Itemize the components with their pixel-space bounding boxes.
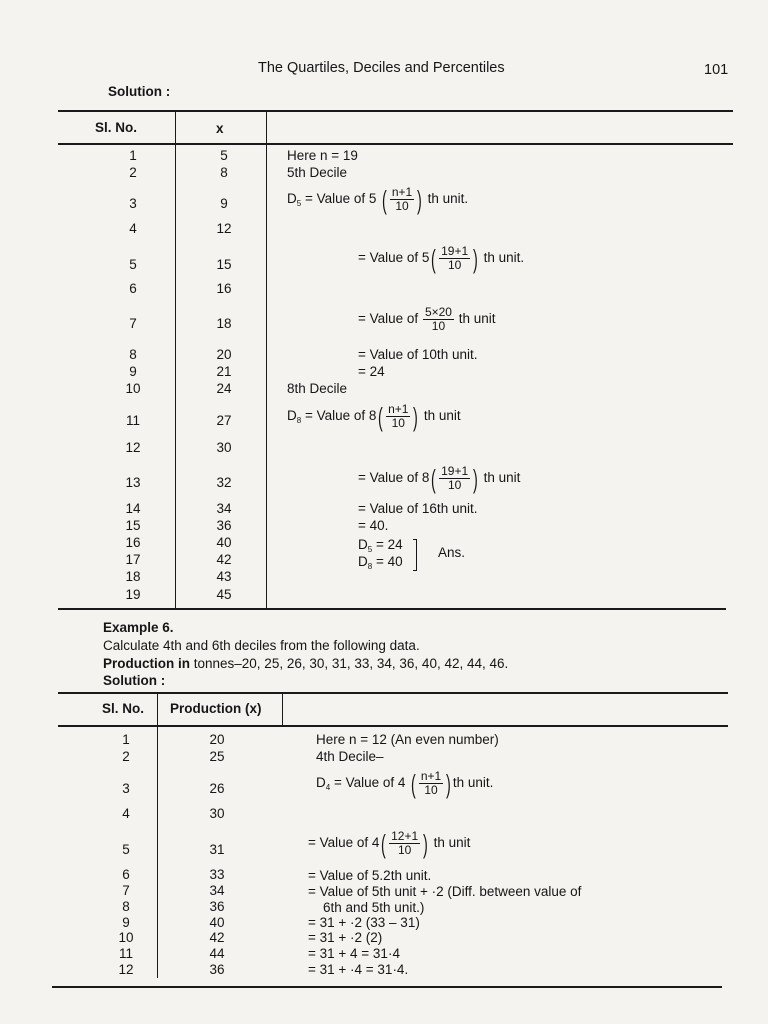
work2-line: = 31 + ·2 (33 – 31) [308,915,420,930]
work1-line: 8th Decile [287,381,348,396]
frac-denominator: 10 [447,258,462,272]
table2-col-divider-2 [282,692,283,726]
table1-x-cell: 34 [216,501,232,516]
table1-col-divider-1 [175,110,176,608]
table2-production-cell: 34 [209,883,225,898]
table2-slno-cell: 7 [122,883,130,898]
table1-x-cell: 32 [216,475,232,490]
work2-line: = 31 + ·4 = 31·4. [308,962,409,977]
table1-slno-cell: 2 [129,165,137,180]
table1-top-rule [58,110,733,112]
table1-slno-cell: 7 [129,316,137,331]
frac-denominator: 10 [431,319,446,333]
table1-x-cell: 18 [216,316,232,331]
frac-denominator: 10 [447,478,462,492]
table1-slno-cell: 9 [129,364,137,379]
table1-x-cell: 5 [220,148,228,163]
d5-subscript: 5 [296,199,302,209]
example-statement: Calculate 4th and 6th deciles from the following data. [103,638,420,653]
work2-line: = 31 + 4 = 31·4 [308,946,400,961]
work1-line: = Value of 16th unit. [358,501,478,516]
work-text: = Value of 4 [308,835,380,851]
table2-slno-cell: 4 [122,806,130,821]
table1-slno-cell: 10 [125,381,141,396]
d5-symbol: D [287,191,297,207]
work2-line: 6th and 5th unit.) [323,900,425,915]
table1-header-rule [58,143,733,145]
table1-slno-cell: 19 [125,587,141,602]
work2-line: = 31 + ·2 (2) [308,930,383,945]
table1-slno-cell: 6 [129,281,137,296]
table2-slno-cell: 8 [122,899,130,914]
answer-label: Ans. [438,545,466,560]
table1-x-cell: 20 [216,347,232,362]
work1-line: = Value of 5( $\frac{19+1}{10}$ ) th unit. [358,243,525,274]
d4-text: = Value of 4 [330,775,406,791]
table1-x-cell: 21 [216,364,232,379]
table1-x-cell: 30 [216,440,232,455]
work2-d4-formula: $D_4$ = Value of 4 ( $\frac{n+1}{10}$ ) th unit. [316,768,494,799]
th-unit: th unit. [452,775,494,791]
frac-denominator: 10 [424,783,438,797]
work1-d8-formula: $D_8$ = Value of 8( $\frac{n+1}{10}$ ) th unit [287,401,461,432]
table1-slno-cell: 13 [125,475,141,490]
table1-slno-cell: 3 [129,196,137,211]
table2-top-rule [58,692,728,694]
table2-col-divider-1 [157,692,158,978]
page-number: 101 [704,62,729,78]
frac-numerator: n+1 [391,185,413,199]
table2-slno-cell: 1 [122,732,130,747]
table1-col-slno: Sl. No. [95,120,138,135]
table1-slno-cell: 14 [125,501,141,516]
table1-slno-cell: 8 [129,347,137,362]
d4-symbol: D [316,775,326,791]
answer-value: = 40 [372,554,403,569]
table1-x-cell: 12 [216,221,232,236]
frac-numerator: 5×20 [424,305,452,319]
table2-production-cell: 20 [209,732,225,747]
table1-x-cell: 42 [216,552,232,567]
frac-numerator: 19+1 [441,244,469,258]
d8-text: = Value of 8 [301,408,377,424]
answer-d5: $D_5 = 24$ [358,537,403,554]
table1-x-cell: 27 [216,413,232,428]
th-unit: th unit [423,408,461,424]
example-data-values: tonnes–20, 25, 26, 30, 31, 33, 34, 36, 40, 42, 44, 46. [190,656,509,671]
answer-bracket [413,539,417,571]
table2-slno-cell: 12 [118,962,134,977]
table2-slno-cell: 2 [122,749,130,764]
work-text: = Value of [358,311,419,327]
frac-numerator: 12+1 [391,829,419,843]
table1-bottom-rule [58,608,726,610]
table2-production-cell: 31 [209,842,225,857]
solution-heading: Solution : [108,84,171,99]
work1-line [358,306,496,333]
example-data-line [103,656,508,672]
work-text: = Value of 8 [358,470,430,486]
example-data-label: Production in [103,656,190,671]
table1-slno-cell: 1 [129,148,137,163]
frac-denominator: 10 [395,199,409,213]
frac-numerator: n+1 [388,402,409,416]
table2-production-cell: 30 [209,806,225,821]
table2-production-cell: 42 [209,930,225,945]
table2-bottom-rule [52,986,722,988]
table2-production-cell: 40 [209,915,225,930]
table1-x-cell: 45 [216,587,232,602]
table2-slno-cell: 9 [122,915,130,930]
answer-value: = 24 [372,537,403,552]
table2-header-rule [58,725,728,727]
table2-production-cell: 25 [209,749,225,764]
work2-line: = Value of 5th unit + ·2 (Diff. between value of [308,884,582,899]
running-header: The Quartiles, Deciles and Percentiles [258,60,505,76]
work2-line: Here n = 12 (An even number) [316,732,499,747]
table1-x-cell: 24 [216,381,232,396]
frac-denominator: 10 [397,843,412,857]
d5-text: = Value of 5 [301,191,377,207]
table2-production-cell: 26 [209,781,225,796]
work1-line: Here n = 19 [287,148,358,163]
frac-numerator: n+1 [420,769,442,783]
table2-production-cell: 36 [209,899,225,914]
table2-slno-cell: 10 [118,930,134,945]
d8-symbol: D [287,408,297,424]
work1-line: = 24 [358,364,385,379]
work1-d5-formula: $D_5$ = Value of 5 ( $\frac{n+1}{10}$ ) th unit. [287,184,469,215]
th-unit: th unit [458,311,496,327]
solution-heading: Solution : [103,673,166,688]
work-text: = Value of 5 [358,250,430,266]
table1-x-cell: 8 [220,165,228,180]
work1-line: = Value of 8( $\frac{19+1}{10}$ ) th unit [358,463,521,494]
table1-slno-cell: 11 [125,413,140,428]
work2-line: 4th Decile– [316,749,384,764]
work2-line: = Value of 4( $\frac{12+1}{10}$ ) th unit [308,828,471,859]
work1-line: = 40. [358,518,389,533]
table2-slno-cell: 5 [122,842,130,857]
table2-col-slno: Sl. No. [102,701,145,716]
table1-x-cell: 43 [216,569,232,584]
table1-slno-cell: 17 [125,552,141,567]
th-unit: th unit [433,835,471,851]
table1-col-divider-2 [266,110,267,608]
table1-x-cell: 16 [216,281,232,296]
table2-slno-cell: 11 [118,946,133,961]
d4-subscript: 4 [325,783,331,793]
table2-production-cell: 33 [209,867,225,882]
table1-slno-cell: 4 [129,221,137,236]
frac-numerator: 19+1 [441,464,469,478]
work1-line: 5th Decile [287,165,348,180]
table2-slno-cell: 3 [122,781,130,796]
th-unit: th unit. [427,191,469,207]
example-title: Example 6. [103,620,174,635]
table1-x-cell: 40 [216,535,232,550]
table1-slno-cell: 12 [125,440,141,455]
table1-x-cell: 9 [220,196,228,211]
work2-line: = Value of 5.2th unit. [308,868,432,883]
d8-subscript: 8 [296,416,302,426]
table2-col-production: Production (x) [170,701,262,716]
table1-slno-cell: 5 [129,257,137,272]
table2-production-cell: 36 [209,962,225,977]
table1-slno-cell: 15 [125,518,141,533]
th-unit: th unit [483,470,521,486]
table1-col-x: x [216,121,224,136]
work1-line: = Value of 10th unit. [358,347,478,362]
table1-slno-cell: 18 [125,569,141,584]
answer-d8: $D_8 = 40$ [358,554,403,571]
frac-denominator: 10 [391,416,405,430]
table1-x-cell: 36 [216,518,232,533]
th-unit: th unit. [483,250,525,266]
table2-production-cell: 44 [209,946,225,961]
table1-x-cell: 15 [216,257,232,272]
table2-slno-cell: 6 [122,867,130,882]
table1-slno-cell: 16 [125,535,141,550]
